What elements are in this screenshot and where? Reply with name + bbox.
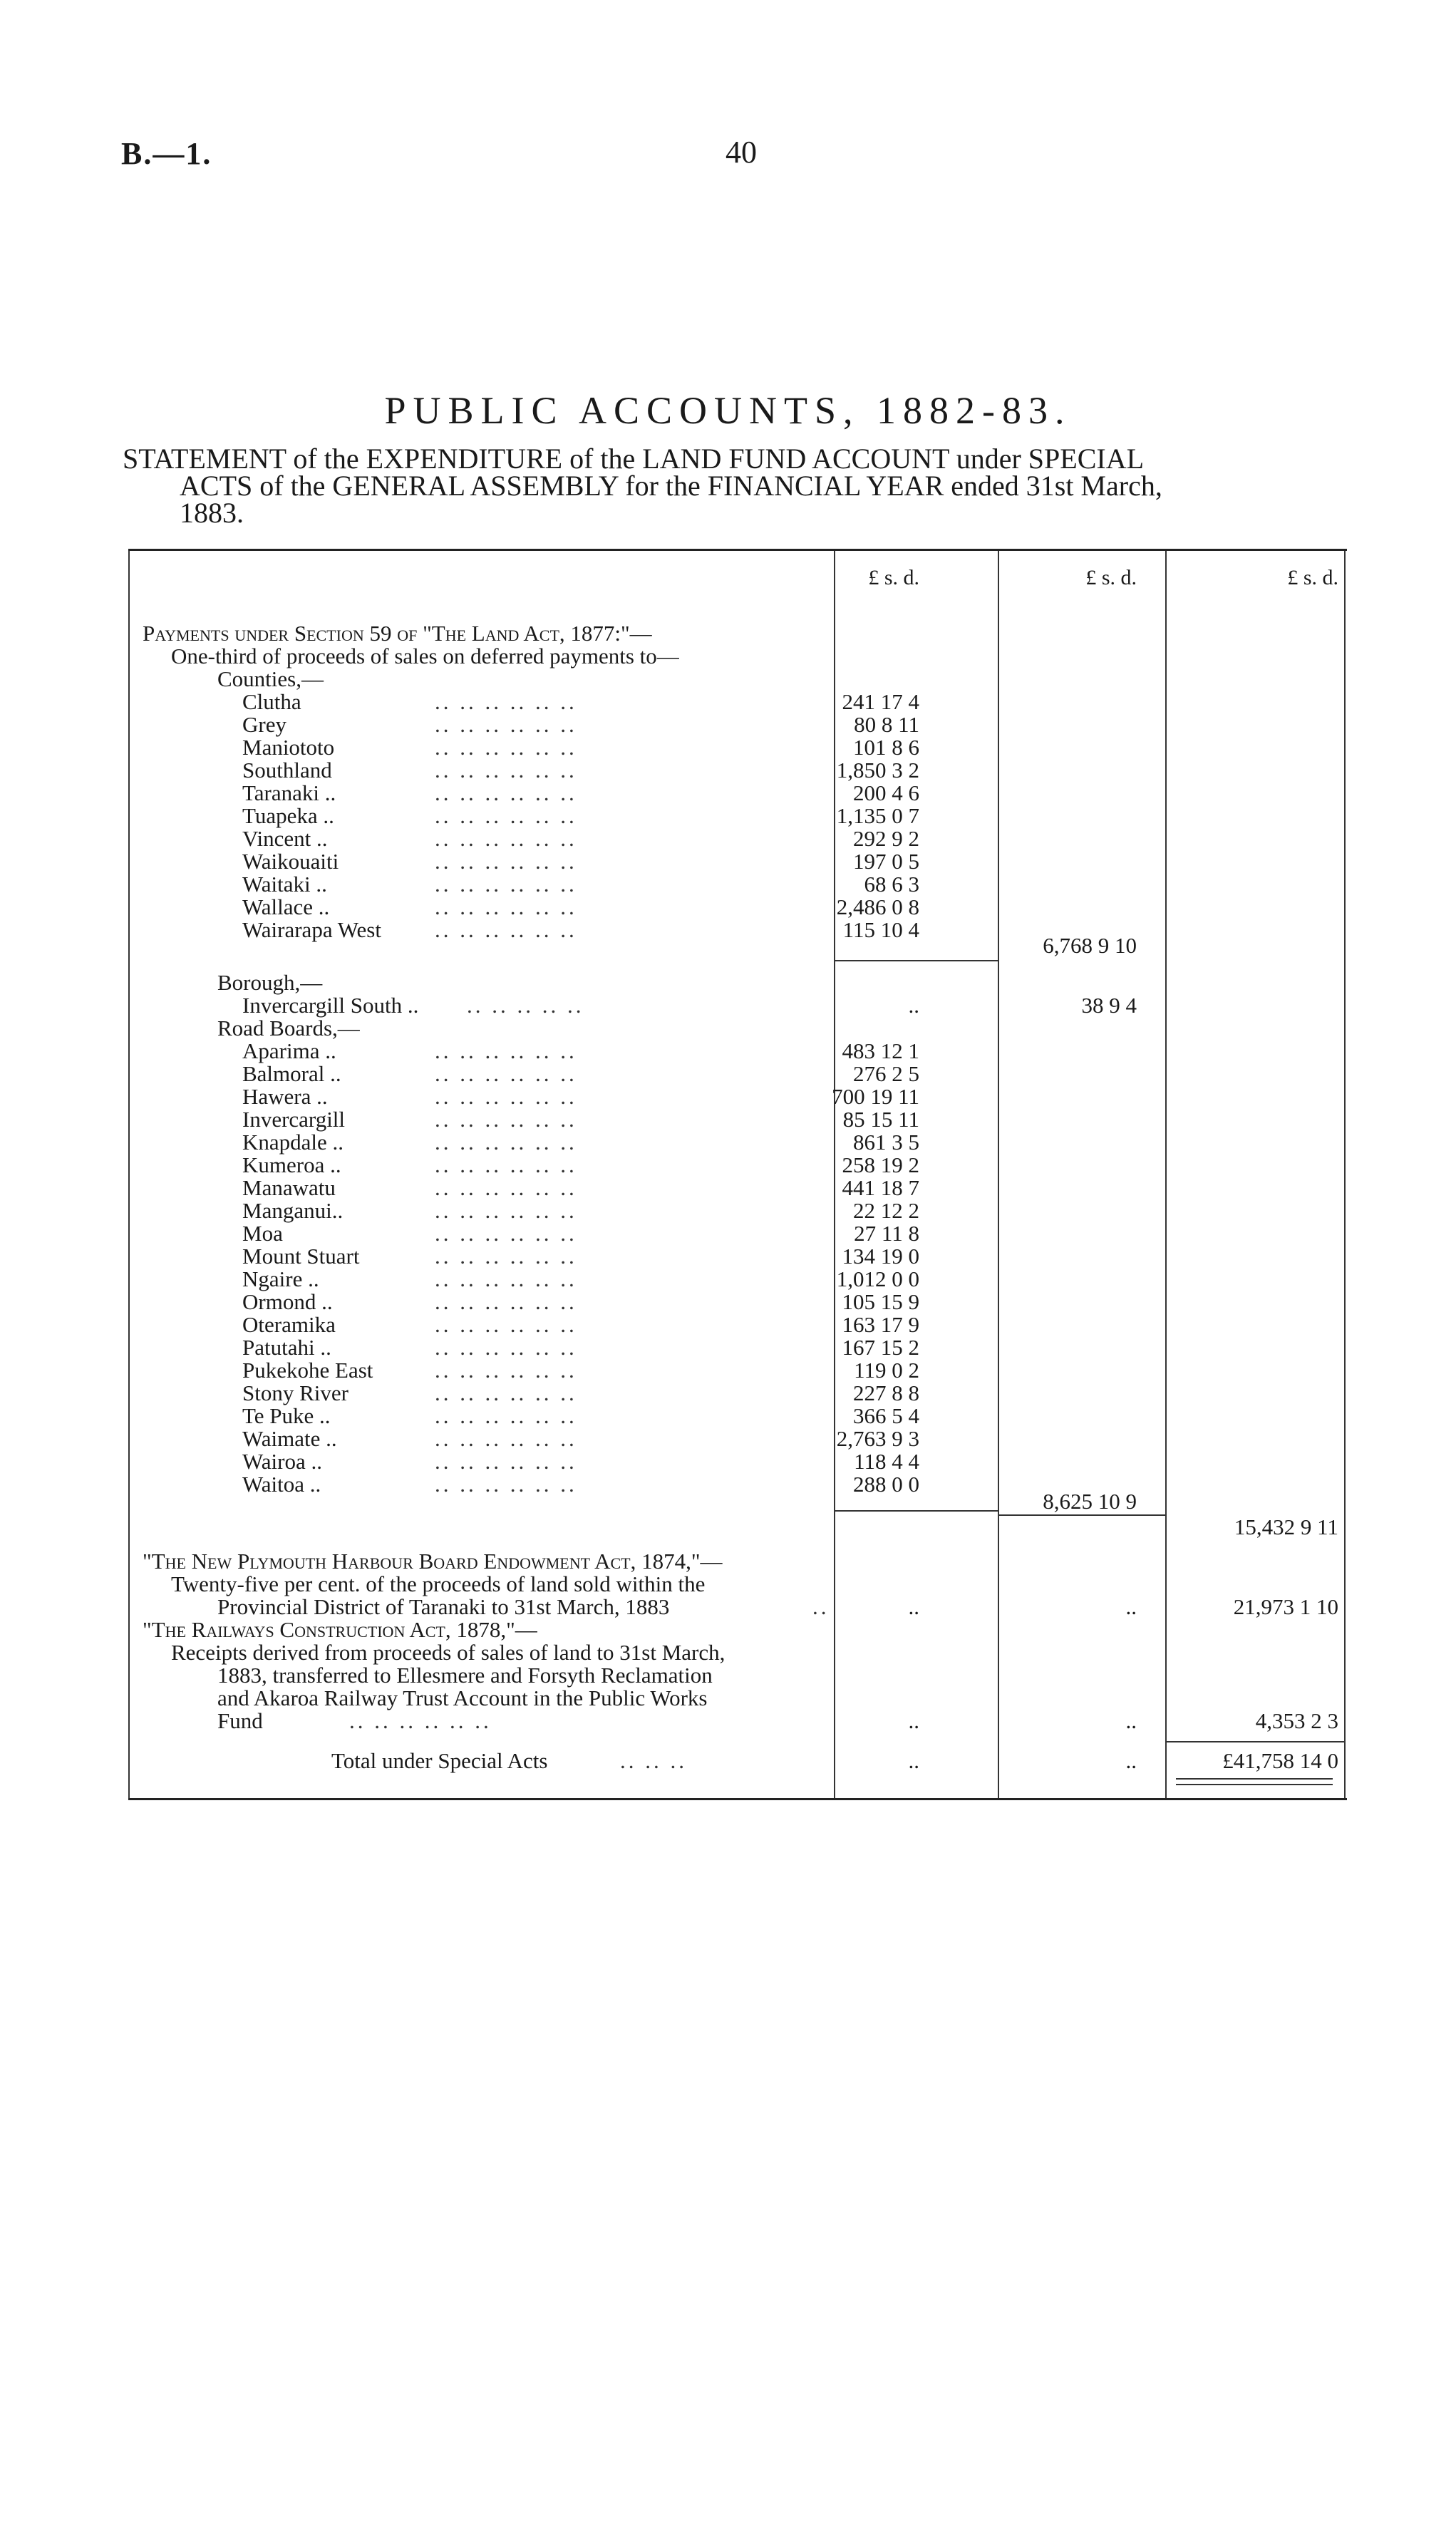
- road-board-amount: 258 19 2: [842, 1152, 919, 1177]
- road-board-row: [128, 1313, 1347, 1336]
- leader-dots: .. .. .. .. .. ..: [435, 1130, 577, 1155]
- road-board-name: Balmoral ..: [242, 1061, 341, 1086]
- county-name: Vincent ..: [242, 826, 328, 851]
- leader-dots: .. .. .. .. .. ..: [435, 894, 577, 919]
- leader-dots: .. .. .. .. .. ..: [435, 1403, 577, 1428]
- counties-rule: [834, 960, 998, 961]
- county-name: Taranaki ..: [242, 780, 336, 805]
- borough-label: Borough,—: [217, 970, 323, 995]
- road-board-row: [128, 1291, 1347, 1313]
- column-header-1: £ s. d.: [868, 566, 919, 589]
- leader-dots: .. .. .. .. .. ..: [435, 1198, 577, 1223]
- leader-dots: .. .. .. .. .. ..: [435, 1289, 577, 1314]
- railways-act-title: "The Railways Construction Act, 1878,"—: [143, 1617, 537, 1642]
- road-board-amount: 483 12 1: [842, 1038, 919, 1063]
- road-board-row: [128, 1040, 1347, 1063]
- statement-line-3: 1883.: [180, 497, 244, 529]
- county-name: Clutha: [242, 689, 301, 714]
- counties-label-row: [128, 668, 1347, 691]
- road-board-row: [128, 1336, 1347, 1359]
- leader-dots: .. .. .. .. .. ..: [435, 1107, 577, 1132]
- road-board-name: Moa: [242, 1221, 283, 1246]
- land-act-heading: Payments under Section 59 of "The Land Act, 1877:"—: [143, 621, 652, 646]
- road-board-row: [128, 1359, 1347, 1382]
- column-header-2: £ s. d.: [1085, 566, 1137, 589]
- road-board-amount: 861 3 5: [853, 1130, 919, 1155]
- road-board-name: Invercargill: [242, 1107, 346, 1132]
- harbour-description-cont: Provincial District of Taranaki to 31st March, 1883: [217, 1594, 670, 1619]
- road-board-row: [128, 1154, 1347, 1177]
- grand-total-row: [128, 1750, 1347, 1772]
- leader-dots: .. .. .. .. .. ..: [435, 780, 577, 805]
- county-amount: 292 9 2: [853, 826, 919, 851]
- county-amount: 1,850 3 2: [836, 758, 919, 783]
- column-header-row: [128, 567, 1347, 589]
- road-board-amount: 22 12 2: [853, 1198, 919, 1223]
- county-amount: 80 8 11: [854, 712, 919, 737]
- page-reference: B.—1.: [121, 136, 212, 171]
- harbour-row-3: [128, 1596, 1347, 1618]
- leader-dots: .. .. .. .. .. ..: [435, 1472, 577, 1497]
- borough-amount-col2: 38 9 4: [1081, 993, 1137, 1018]
- railways-row-3: [128, 1664, 1347, 1687]
- road-board-amount: 118 4 4: [854, 1449, 919, 1474]
- road-board-amount: 85 15 11: [842, 1107, 919, 1132]
- leader-dots: .. .. .. .. .. ..: [435, 803, 577, 828]
- county-amount: 2,486 0 8: [836, 894, 919, 919]
- leader-dots: .. .. .. .. .. ..: [435, 849, 577, 874]
- grand-total-double-rule: [1176, 1778, 1333, 1785]
- road-board-row: [128, 1382, 1347, 1405]
- county-row: [128, 759, 1347, 782]
- road-board-name: Pukekohe East: [242, 1358, 373, 1383]
- page-number: 40: [726, 135, 757, 170]
- road-board-row: [128, 1131, 1347, 1154]
- road-board-name: Ormond ..: [242, 1289, 333, 1314]
- railways-row-1: [128, 1618, 1347, 1641]
- county-row: [128, 896, 1347, 919]
- road-board-row: [128, 1427, 1347, 1450]
- road-boards-label-row: [128, 1017, 1347, 1040]
- leader-dots: .. .. .. .. .. ..: [435, 689, 577, 714]
- county-row: [128, 850, 1347, 873]
- road-board-name: Knapdale ..: [242, 1130, 344, 1155]
- expenditure-table: [128, 549, 1347, 1800]
- borough-name: Invercargill South ..: [242, 993, 419, 1018]
- borough-label-row: [128, 971, 1347, 994]
- land-act-total-row: [128, 1516, 1347, 1539]
- road-board-row: [128, 1245, 1347, 1268]
- county-name: Wairarapa West: [242, 917, 381, 942]
- county-amount: 101 8 6: [853, 735, 919, 760]
- railways-fund-label: Fund: [217, 1708, 263, 1733]
- harbour-row-1: [128, 1550, 1347, 1573]
- leader-dots: .. .. .. .. .. ..: [435, 1175, 577, 1200]
- county-row: [128, 782, 1347, 805]
- leader-dots: .. .. .. .. .. ..: [435, 1426, 577, 1451]
- page-title: PUBLIC ACCOUNTS, 1882-83.: [384, 389, 1072, 432]
- road-board-amount: 366 5 4: [853, 1403, 919, 1428]
- county-amount: 200 4 6: [853, 780, 919, 805]
- leader-dots: ..: [812, 1594, 830, 1619]
- road-board-name: Aparima ..: [242, 1038, 336, 1063]
- leader-dots: .. .. .. .. .. ..: [435, 1244, 577, 1269]
- road-boards-total: 8,625 10 9: [1043, 1489, 1137, 1514]
- road-boards-label: Road Boards,—: [217, 1016, 360, 1041]
- road-board-row: [128, 1177, 1347, 1199]
- counties-total: 6,768 9 10: [1043, 933, 1137, 958]
- leader-dots: .. .. .. .. .. ..: [435, 758, 577, 783]
- road-board-amount: 27 11 8: [854, 1221, 919, 1246]
- road-board-amount: 700 19 11: [832, 1084, 919, 1109]
- leader-dots: .. .. .. .. .. ..: [435, 712, 577, 737]
- railways-description-cont: 1883, transferred to Ellesmere and Forsyth Reclamation: [217, 1663, 713, 1688]
- road-board-row: [128, 1405, 1347, 1427]
- leader-dots: .. .. .. .. .. ..: [435, 735, 577, 760]
- column-header-3: £ s. d.: [1287, 566, 1338, 589]
- leader-dots: .. .. .. .. .. ..: [435, 1061, 577, 1086]
- harbour-row-2: [128, 1573, 1347, 1596]
- road-board-name: Hawera ..: [242, 1084, 328, 1109]
- county-row: [128, 713, 1347, 736]
- road-board-row: [128, 1450, 1347, 1473]
- harbour-total: 21,973 1 10: [1233, 1594, 1338, 1619]
- land-act-total: 15,432 9 11: [1234, 1514, 1338, 1539]
- county-name: Waitaki ..: [242, 872, 327, 897]
- statement-heading: [123, 445, 1348, 527]
- leader-dots: .. .. .. .. .. ..: [435, 1380, 577, 1405]
- railways-row-2: [128, 1641, 1347, 1664]
- harbour-act-title: "The New Plymouth Harbour Board Endowment Act, 1874,"—: [143, 1549, 723, 1574]
- road-board-amount: 134 19 0: [842, 1244, 919, 1269]
- county-name: Tuapeka ..: [242, 803, 334, 828]
- leader-dots: .. .. .. .. .. ..: [435, 1152, 577, 1177]
- harbour-description: Twenty-five per cent. of the proceeds of land sold within the: [171, 1571, 706, 1596]
- section-heading-row: [128, 622, 1347, 645]
- leader-dots: .. .. .. .. .. ..: [435, 826, 577, 851]
- leader-dots: .. .. .. .. .. ..: [435, 1335, 577, 1360]
- road-board-name: Patutahi ..: [242, 1335, 331, 1360]
- county-row: [128, 691, 1347, 713]
- statement-line-1: STATEMENT of the EXPENDITURE of the LAND FUND ACCOUNT under SPECIAL: [123, 443, 1145, 475]
- leader-dots: .. .. ..: [620, 1748, 687, 1773]
- road-board-name: Te Puke ..: [242, 1403, 331, 1428]
- deferred-payments-subheading: One-third of proceeds of sales on deferred payments to—: [171, 644, 679, 668]
- road-board-amount: 441 18 7: [842, 1175, 919, 1200]
- railways-row-5: [128, 1710, 1347, 1733]
- county-name: Waikouaiti: [242, 849, 339, 874]
- road-board-amount: 119 0 2: [854, 1358, 919, 1383]
- road-board-name: Manawatu: [242, 1175, 336, 1200]
- counties-label: Counties,—: [217, 666, 324, 691]
- leader-dots: .. .. .. .. .. ..: [435, 1221, 577, 1246]
- county-row: [128, 873, 1347, 896]
- leader-dots: .. .. .. .. .. ..: [435, 1449, 577, 1474]
- grand-total-col2: ..: [1125, 1748, 1137, 1773]
- railways-description-cont-2: and Akaroa Railway Trust Account in the Public Works: [217, 1685, 708, 1710]
- road-board-name: Ngaire ..: [242, 1266, 319, 1291]
- county-name: Southland: [242, 758, 332, 783]
- grand-total-rule: [1165, 1741, 1344, 1742]
- subheading-row: [128, 645, 1347, 668]
- leader-dots: .. .. .. .. .. ..: [435, 872, 577, 897]
- leader-dots: .. .. .. .. .. ..: [435, 1358, 577, 1383]
- road-boards-total-row: [128, 1490, 1347, 1513]
- grand-total-amount: £41,758 14 0: [1222, 1748, 1338, 1773]
- grand-total-label: Total under Special Acts: [331, 1748, 548, 1773]
- statement-line-2: ACTS of the GENERAL ASSEMBLY for the FINANCIAL YEAR ended 31st March,: [180, 470, 1162, 502]
- county-name: Maniototo: [242, 735, 335, 760]
- road-board-name: Stony River: [242, 1380, 348, 1405]
- harbour-col2: ..: [1125, 1594, 1137, 1619]
- road-board-row: [128, 1085, 1347, 1108]
- county-amount: 1,135 0 7: [836, 803, 919, 828]
- railways-col1: ..: [908, 1708, 919, 1733]
- borough-row: [128, 994, 1347, 1017]
- county-amount: 68 6 3: [864, 872, 919, 897]
- road-board-name: Mount Stuart: [242, 1244, 360, 1269]
- railways-row-4: [128, 1687, 1347, 1710]
- road-board-row: [128, 1268, 1347, 1291]
- road-board-amount: 227 8 8: [853, 1380, 919, 1405]
- road-board-row: [128, 1108, 1347, 1131]
- road-board-name: Manganui..: [242, 1198, 344, 1223]
- county-amount: 197 0 5: [853, 849, 919, 874]
- railways-total: 4,353 2 3: [1255, 1708, 1338, 1733]
- borough-amount-col1: ..: [908, 993, 919, 1018]
- harbour-col1: ..: [908, 1594, 919, 1619]
- road-board-amount: 1,012 0 0: [836, 1266, 919, 1291]
- county-amount: 115 10 4: [842, 917, 919, 942]
- road-board-row: [128, 1199, 1347, 1222]
- road-board-name: Wairoa ..: [242, 1449, 322, 1474]
- county-row: [128, 827, 1347, 850]
- railways-description: Receipts derived from proceeds of sales of land to 31st March,: [171, 1640, 726, 1665]
- road-board-amount: 163 17 9: [842, 1312, 919, 1337]
- county-name: Grey: [242, 712, 286, 737]
- road-board-amount: 2,763 9 3: [836, 1426, 919, 1451]
- leader-dots: .. .. .. .. ..: [467, 993, 584, 1018]
- county-amount: 241 17 4: [842, 689, 919, 714]
- road-board-name: Waitoa ..: [242, 1472, 321, 1497]
- road-board-amount: 105 15 9: [842, 1289, 919, 1314]
- leader-dots: .. .. .. .. .. ..: [435, 1266, 577, 1291]
- railways-col2: ..: [1125, 1708, 1137, 1733]
- road-board-name: Kumeroa ..: [242, 1152, 341, 1177]
- road-board-row: [128, 1222, 1347, 1245]
- leader-dots: .. .. .. .. .. ..: [435, 1084, 577, 1109]
- leader-dots: .. .. .. .. .. ..: [349, 1708, 492, 1733]
- road-board-row: [128, 1063, 1347, 1085]
- leader-dots: .. .. .. .. .. ..: [435, 1038, 577, 1063]
- road-board-amount: 276 2 5: [853, 1061, 919, 1086]
- road-board-name: Waimate ..: [242, 1426, 337, 1451]
- road-board-amount: 167 15 2: [842, 1335, 919, 1360]
- leader-dots: .. .. .. .. .. ..: [435, 917, 577, 942]
- county-row: [128, 736, 1347, 759]
- county-name: Wallace ..: [242, 894, 330, 919]
- road-board-name: Oteramika: [242, 1312, 336, 1337]
- road-board-amount: 288 0 0: [853, 1472, 919, 1497]
- county-row: [128, 805, 1347, 827]
- leader-dots: .. .. .. .. .. ..: [435, 1312, 577, 1337]
- counties-total-row: [128, 934, 1347, 957]
- grand-total-col1: ..: [908, 1748, 919, 1773]
